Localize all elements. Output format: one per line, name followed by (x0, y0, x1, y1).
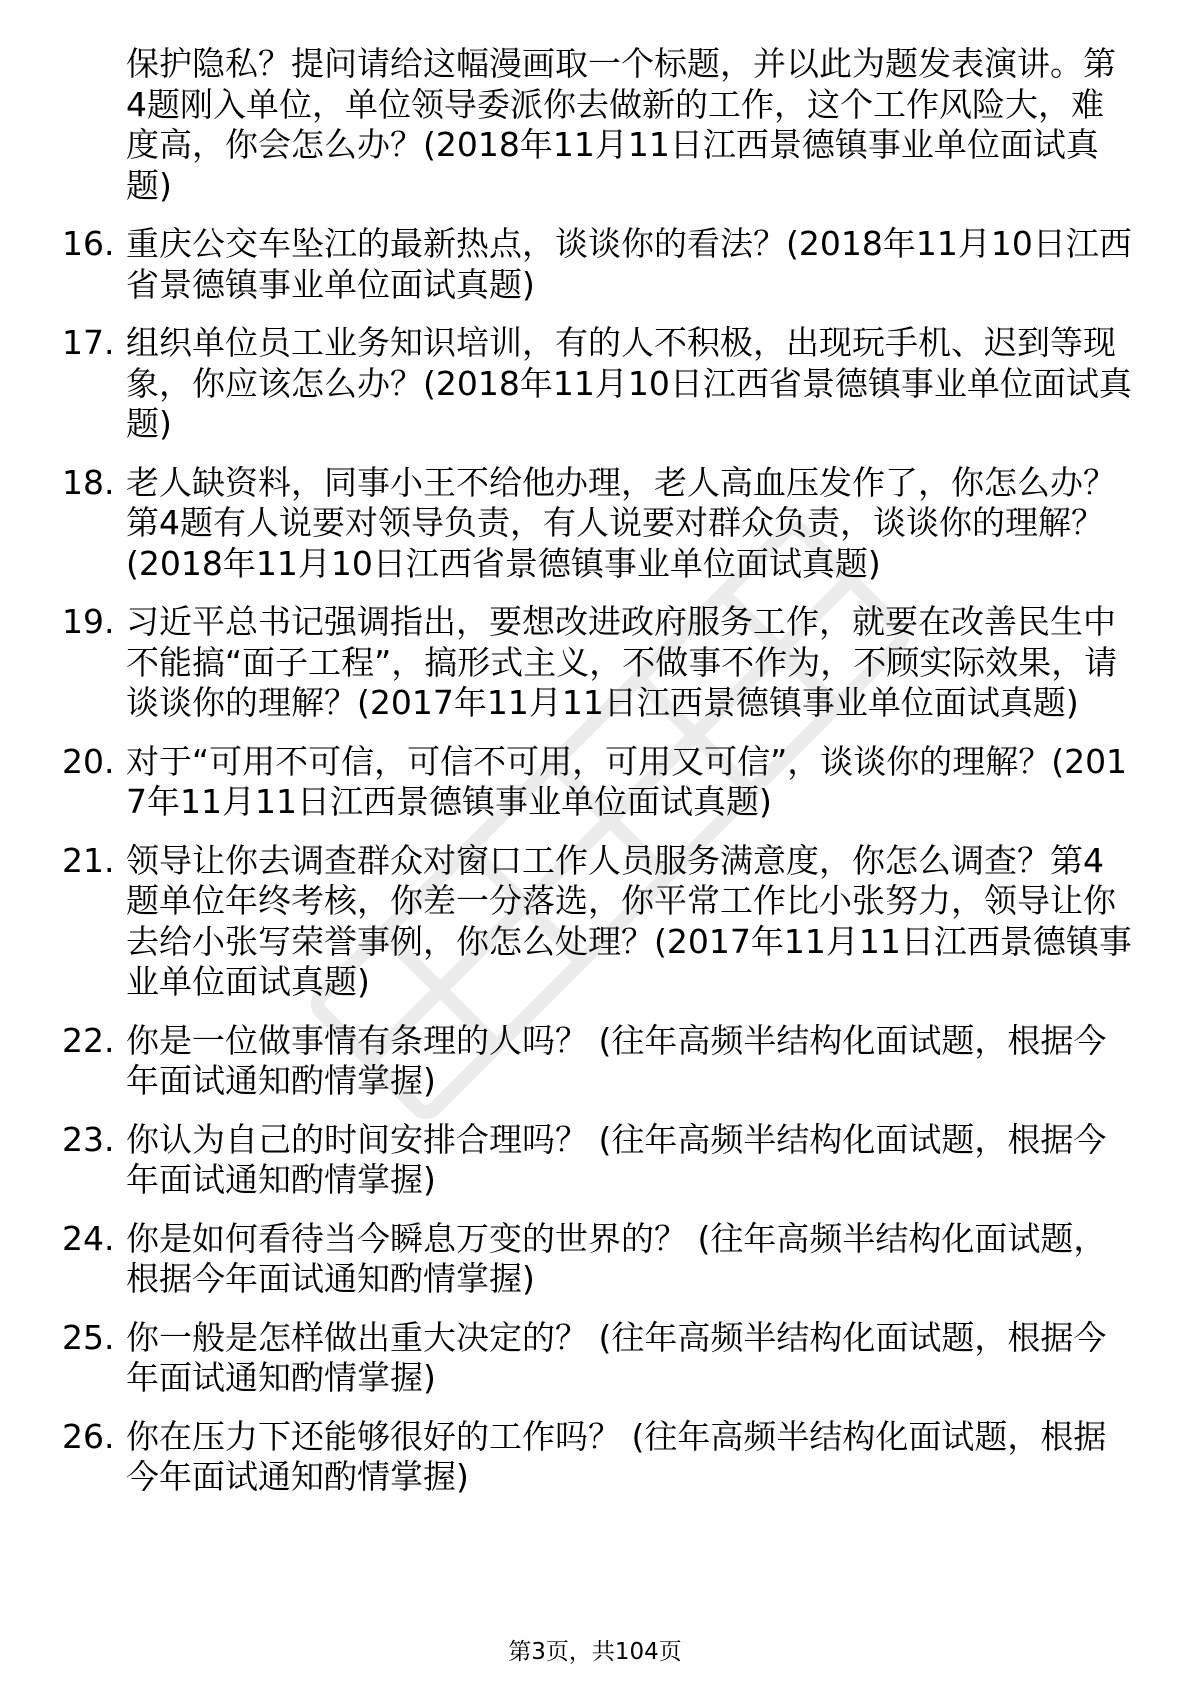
list-item (62, 323, 1137, 445)
question-list (62, 224, 1137, 1498)
item-text: 重庆公交车坠江的最新热点，谈谈你的看法？(2018年11月10日江西省景德镇事业单位面试真题) (126, 224, 1132, 304)
item-text: 习近平总书记强调指出，要想改进政府服务工作，就要在改善民生中不能搞“面子工程”，搞形式主义，不做事不作为，不顾实际效果，请谈谈你的理解？(2017年11月11日江西景德镇事业单位面试真题) (126, 602, 1118, 722)
item-text: 你在压力下还能够很好的工作吗？ (往年高频半结构化面试题，根据今年面试通知酌情掌握) (126, 1416, 1107, 1496)
page-number-footer: 第3页，共104页 (508, 1639, 682, 1665)
item-text: 你是一位做事情有条理的人吗？ (往年高频半结构化面试题，根据今年面试通知酌情掌握) (126, 1020, 1107, 1100)
continued-question-text: 保护隐私？提问请给这幅漫画取一个标题，并以此为题发表演讲。第4题刚入单位，单位领导委派你去做新的工作，这个工作风险大，难度高，你会怎么办？(2018年11月11日江西景德镇事业单位面试真题) (126, 44, 1116, 205)
item-text: 领导让你去调查群众对窗口工作人员服务满意度，你怎么调查？第4题单位年终考核，你差一分落选，你平常工作比小张努力，领导让你去给小张写荣誉事例，你怎么处理？(2017年11月11日江西景德镇事业单位面试真题) (126, 840, 1132, 1001)
item-text: 你认为自己的时间安排合理吗？ (往年高频半结构化面试题，根据今年面试通知酌情掌握) (126, 1119, 1107, 1199)
list-item (62, 602, 1137, 724)
list-item (62, 1219, 1137, 1300)
item-number: 24. (62, 1218, 115, 1258)
list-item (62, 224, 1137, 305)
item-text: 组织单位员工业务知识培训，有的人不积极，出现玩手机、迟到等现象，你应该怎么办？(2018年11月10日江西省景德镇事业单位面试真题) (126, 323, 1132, 443)
item-text: 你是如何看待当今瞬息万变的世界的？ (往年高频半结构化面试题，根据今年面试通知酌情掌握) (126, 1218, 1107, 1298)
item-number: 21. (62, 840, 115, 880)
list-item (62, 742, 1137, 823)
list-item (62, 841, 1137, 1003)
question-list-section (62, 44, 1137, 1498)
item-text: 你一般是怎样做出重大决定的？ (往年高频半结构化面试题，根据今年面试通知酌情掌握) (126, 1317, 1107, 1397)
item-text: 老人缺资料，同事小王不给他办理，老人高血压发作了，你怎么办？第4题有人说要对领导负责，有人说要对群众负责，谈谈你的理解？(2018年11月10日江西省景德镇事业单位面试真题) (126, 462, 1116, 583)
item-number: 26. (62, 1416, 115, 1456)
list-item (62, 1021, 1137, 1102)
item-number: 17. (62, 323, 115, 362)
item-number: 22. (62, 1020, 115, 1060)
item-number: 20. (62, 741, 115, 781)
list-item (62, 1120, 1137, 1201)
item-number: 18. (62, 462, 115, 502)
item-number: 25. (62, 1317, 115, 1357)
list-item (62, 463, 1137, 585)
item-number: 16. (62, 224, 115, 263)
item-text: 对于“可用不可信，可信不可用，可用又可信”，谈谈你的理解？(2017年11月11日江西景德镇事业单位面试真题) (126, 741, 1128, 821)
item-number: 19. (62, 602, 115, 641)
list-item (62, 1318, 1137, 1399)
item-number: 23. (62, 1119, 115, 1159)
list-item (62, 1417, 1137, 1498)
